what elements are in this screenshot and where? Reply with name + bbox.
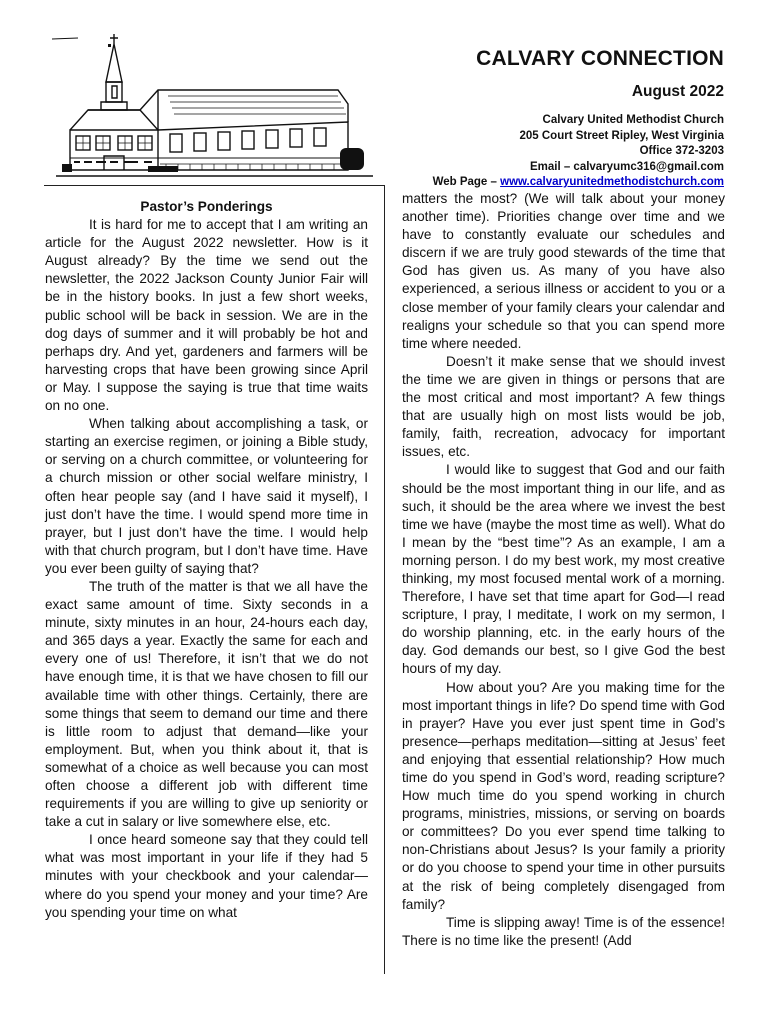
church-building-logo (48, 30, 378, 180)
column-divider (384, 186, 385, 974)
article-paragraph: How about you? Are you making time for the most important things in life? Do spend time with God in prayer? Have you ever just spent time in God’s presence—perhaps meditation—sitting at Jesus’ feet and enjoying that essential relationship? How much time do you spend in God’s word, reading scripture? How much time do you spend working in church programs, ministries, missions, or serving on boards or committees? Do you ever spend time talking to non-Christians about Jesus? Is your family a priority or do you choose to spend your time in other pursuits at the risk of being completely disengaged from family? (402, 679, 725, 912)
web-label: Web Page – (432, 176, 501, 188)
article-paragraph: I would like to suggest that God and our faith should be the most important thing in our life, and as such, it should be the area where we invest the best time we have (maybe the most time as well). What do I mean by the “best time”? As an example, I am a morning person. I do my best work, my most creative thinking, my most focused mental work of a morning. Therefore, I have set that time apart for God—I read scripture, I pray, I meditate, I work on my sermon, I do worship planning, etc. in the early hours of the day. God demands our best, so I give God the best hours of my day. (402, 462, 725, 677)
newsletter-title: CALVARY CONNECTION (476, 47, 724, 70)
article-paragraph: It is hard for me to accept that I am writing an article for the August 2022 newsletter. How is it August already? By the time we send out the newsletter, the 2022 Jackson County Junior Fair will be in the history books. In just a few short weeks, public school will be back in session. We are in the dog days of summer and it will probably be hot and perhaps dry. And yet, gardeners and farmers will be harvesting crops that have been growing since April or May. I suppose the saying is true that time waits on no one. (45, 217, 368, 414)
article-paragraph: Doesn’t it make sense that we should invest the time we are given in things or persons that are the most critical and most important? A few things that are usually high on most lists would be job, family, faith, recreation, advocacy for important issues, etc. (402, 353, 725, 460)
church-address: 205 Court Street Ripley, West Virginia (519, 129, 724, 142)
church-email: Email – calvaryumc316@gmail.com (529, 160, 724, 173)
church-website-link[interactable]: www.calvaryunitedmethodistchurch.com (500, 176, 724, 188)
article-paragraph: When talking about accomplishing a task, or starting an exercise regimen, or joining a Bible study, or serving on a church committee, or volunteering for a church mission or other social welfare ministry, I often hear people say (and I have said it myself), I just don’t have the time. I would spend more time in prayer, but I just don’t have the time. I would help with that church program, but I don’t have time. Have you ever been guilty of saying that? (45, 416, 368, 576)
masthead (433, 46, 724, 191)
article-right-column (402, 190, 725, 950)
article-paragraph: Time is slipping away! Time is of the essence! There is no time like the present! (Add (402, 914, 725, 948)
article-heading: Pastor’s Ponderings (140, 199, 273, 214)
church-web-line (433, 175, 724, 191)
article-paragraph-continued: matters the most? (We will talk about your money another time). Priorities change over time and we have to constantly evaluate our schedules and discern if we are truly good stewards of the time that God has given us. As many of you have also experienced, a serious illness or accident to you or a close member of your family clears your calendar and realigns your schedule so that you can spend more time where needed. (402, 191, 725, 351)
church-name: Calvary United Methodist Church (542, 114, 724, 126)
header-divider (44, 185, 385, 186)
article-paragraph: I once heard someone say that they could tell what was most important in your life if they had 5 minutes with your checkbook and your calendar—where do you spend your money and your time? Are you spending your time on what (45, 832, 368, 920)
article-paragraph: The truth of the matter is that we all have the exact same amount of time. Sixty seconds in a minute, sixty minutes in an hour, 24-hours each day, and 365 days a year. Exactly the same for each and every one of us! Therefore, it isn’t that we do not have enough time, it is that we have chosen to fill our available time with other things. Certainly, there are some things that seem to demand our time and there is little room to adjust that demand—like your employment. But, when you think about it, that is somewhat of a choice as well because you can most often choose a different job with different time requirements if you are willing to give up seniority or take a cut in salary or live somewhere else, etc. (45, 578, 368, 830)
article-left-column (45, 198, 368, 922)
issue-date: August 2022 (631, 83, 724, 100)
church-contact-block (433, 113, 724, 191)
church-office-phone: Office 372-3203 (639, 145, 724, 157)
